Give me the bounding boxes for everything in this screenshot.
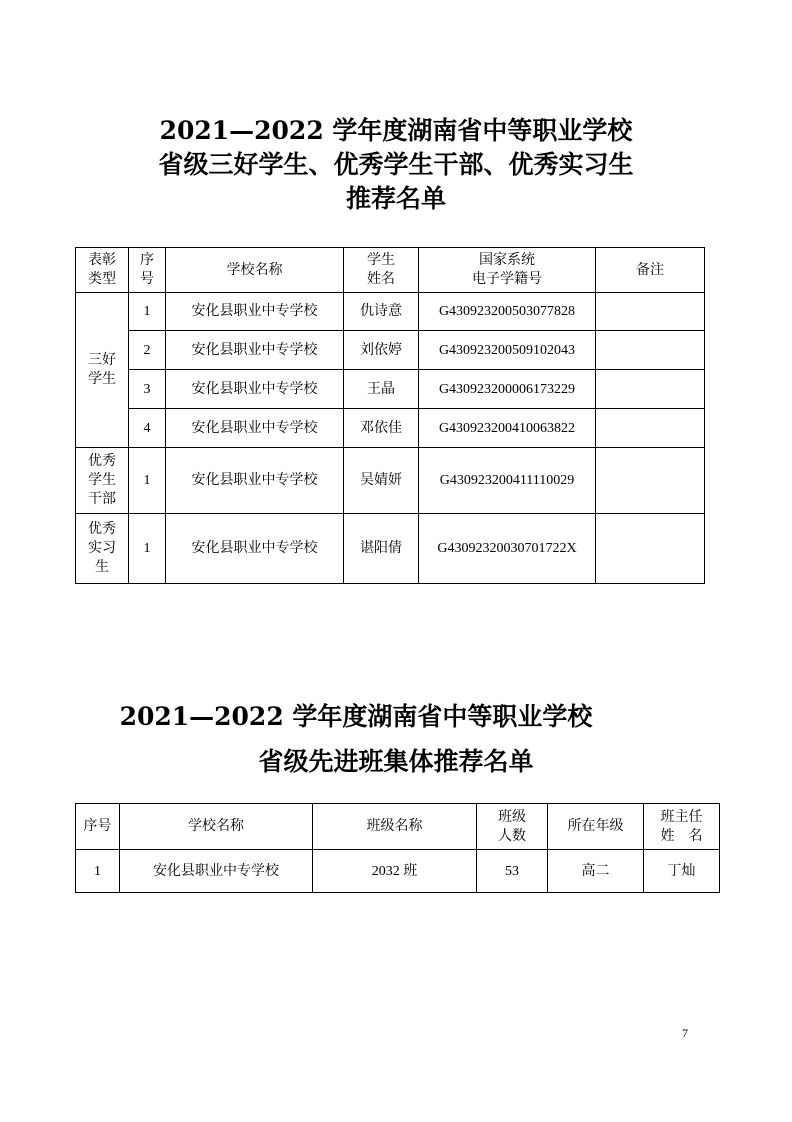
award-type-cell: 优秀 学生 干部 [76,448,129,514]
table-row [76,370,705,409]
award-type-cell: 三好 学生 [76,293,129,448]
class-count-cell: 53 [477,850,548,893]
student-name-cell: 吴婧妍 [344,448,419,514]
section2-title-line1: 2021—2022 学年度湖南省中等职业学校 [119,702,593,731]
seq-cell: 2 [129,331,166,370]
header-class-name: 班级名称 [313,804,477,850]
table-row [76,409,705,448]
school-cell: 安化县职业中专学校 [166,448,344,514]
student-id-cell: G430923200503077828 [419,293,596,331]
header-award-type: 表彰 类型 [76,248,129,293]
table-row [76,293,705,331]
seq-cell: 4 [129,409,166,448]
header-class-count: 班级 人数 [477,804,548,850]
table-header-row [76,804,720,850]
remark-cell [596,448,705,514]
header-grade: 所在年级 [548,804,644,850]
student-id-cell: G430923200411110029 [419,448,596,514]
remark-cell [596,409,705,448]
student-name-cell: 谌阳倩 [344,514,419,584]
remark-cell [596,331,705,370]
section1-title-line2: 省级三好学生、优秀学生干部、优秀实习生 [158,150,634,179]
school-cell: 安化县职业中专学校 [166,331,344,370]
school-cell: 安化县职业中专学校 [166,370,344,409]
class-name-cell: 2032 班 [313,850,477,893]
student-name-cell: 邓依佳 [344,409,419,448]
seq-cell: 1 [129,514,166,584]
table-header-row [76,248,705,293]
header-seq: 序 号 [129,248,166,293]
student-id-cell: G430923200509102043 [419,331,596,370]
header-teacher: 班主任 姓 名 [644,804,720,850]
section2-title-line2: 省级先进班集体推荐名单 [258,747,534,776]
school-cell: 安化县职业中专学校 [120,850,313,893]
seq-cell: 1 [129,448,166,514]
table-row [76,850,720,893]
student-name-cell: 王晶 [344,370,419,409]
student-awards-table [75,247,705,584]
header-student-name: 学生 姓名 [344,248,419,293]
seq-cell: 3 [129,370,166,409]
table-row [76,514,705,584]
section1-title-line3: 推荐名单 [345,184,446,213]
section1-title-line1: 2021—2022 学年度湖南省中等职业学校 [159,116,633,145]
remark-cell [596,370,705,409]
header-student-id: 国家系统 电子学籍号 [419,248,596,293]
remark-cell [596,293,705,331]
table-row [76,331,705,370]
seq-cell: 1 [129,293,166,331]
grade-cell: 高二 [548,850,644,893]
advanced-class-table [75,803,720,893]
page-number: 7 [682,1026,688,1040]
header-seq: 序号 [76,804,120,850]
header-school: 学校名称 [166,248,344,293]
header-remark: 备注 [596,248,705,293]
header-school: 学校名称 [120,804,313,850]
student-name-cell: 仇诗意 [344,293,419,331]
student-id-cell: G430923200006173229 [419,370,596,409]
school-cell: 安化县职业中专学校 [166,514,344,584]
award-type-cell: 优秀 实习 生 [76,514,129,584]
remark-cell [596,514,705,584]
table-row [76,448,705,514]
school-cell: 安化县职业中专学校 [166,293,344,331]
student-id-cell: G43092320030701722X [419,514,596,584]
school-cell: 安化县职业中专学校 [166,409,344,448]
student-id-cell: G430923200410063822 [419,409,596,448]
student-name-cell: 刘依婷 [344,331,419,370]
teacher-cell: 丁灿 [644,850,720,893]
seq-cell: 1 [76,850,120,893]
